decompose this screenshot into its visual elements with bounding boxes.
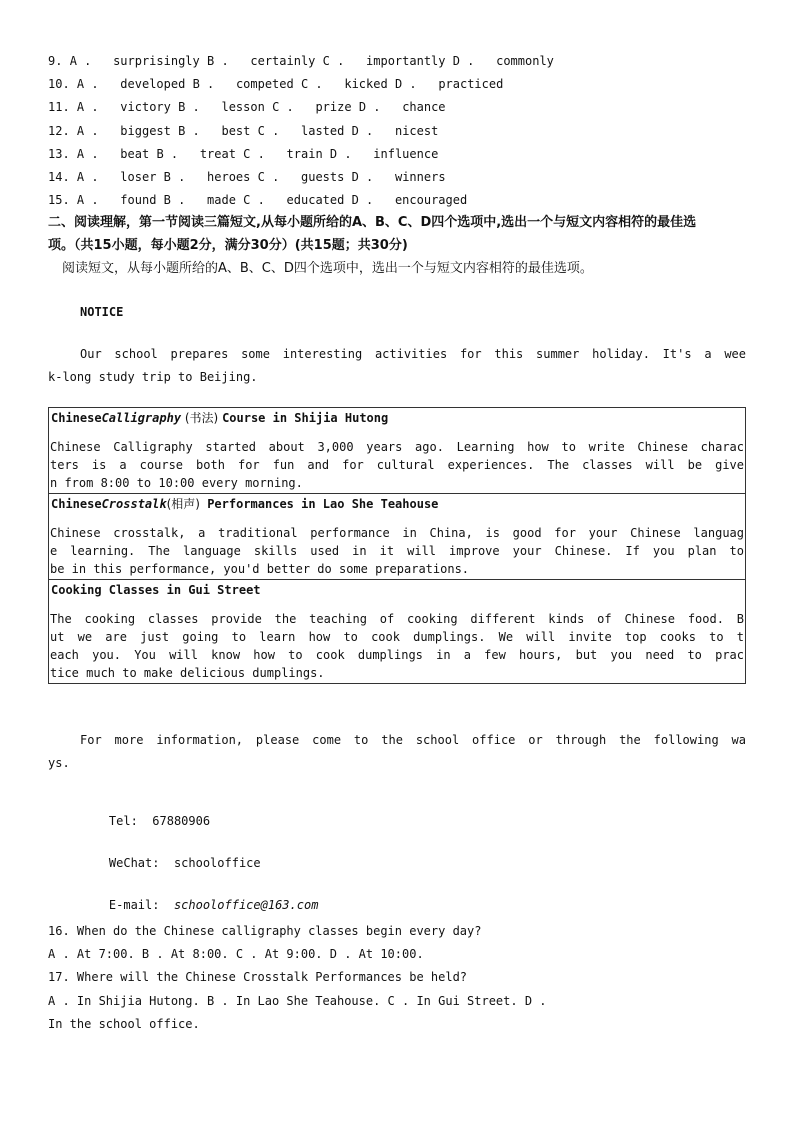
- heading-chinese: (书法): [181, 411, 223, 425]
- table-cell-heading: [49, 494, 745, 512]
- option-b-label: B .: [163, 170, 186, 184]
- heading-chinese: (相声): [166, 497, 200, 511]
- question-number: 15.: [48, 193, 70, 208]
- text-line: n from 8:00 to 10:00 every morning.: [50, 476, 303, 490]
- table-cell-crosstalk: [49, 494, 745, 580]
- option-a-text: surprisingly: [113, 54, 200, 68]
- option-d-label: D .: [351, 170, 374, 184]
- table-cell-text: [49, 512, 745, 579]
- text-line: Chinese Calligraphy started about 3,000 years ago. Learning how to write Chinese charac: [50, 440, 744, 454]
- text-line: Chinese crosstalk, a traditional performance in China, is good for your Chinese languag: [50, 526, 744, 540]
- heading-italic: Calligraphy: [101, 411, 182, 425]
- option-c-text: importantly: [366, 54, 446, 68]
- option-d-label: D .: [351, 123, 374, 138]
- question-row: [48, 146, 746, 162]
- table-cell-heading: [49, 580, 745, 598]
- notice-intro-line1: Our school prepares some interesting activities for this summer holiday. It's a wee: [80, 347, 746, 361]
- option-c-text: train: [286, 146, 323, 161]
- option-c-text: kicked: [344, 77, 388, 92]
- question-number: 11.: [48, 100, 70, 115]
- section-heading-line2: 项。（共15小题，每小题2分，满分30分）(共15题；共30分): [48, 238, 408, 253]
- option-a-label: A .: [76, 193, 99, 208]
- option-a-label: A .: [76, 77, 99, 92]
- question-number: 10.: [48, 77, 70, 92]
- option-c-label: C .: [257, 123, 280, 138]
- option-b-text: competed: [235, 77, 294, 92]
- option-b-text: certainly: [250, 54, 316, 68]
- option-c-label: C .: [300, 77, 323, 92]
- question-row: [48, 76, 746, 92]
- option-d-text: practiced: [438, 77, 504, 92]
- option-a-label: A .: [76, 100, 99, 115]
- text-line: each you. You will know how to cook dumplings in a few hours, but you need to prac: [50, 648, 744, 662]
- option-d-label: D .: [329, 146, 352, 161]
- option-a-text: biggest: [120, 123, 171, 138]
- option-b-label: B .: [207, 54, 229, 68]
- option-c-text: educated: [286, 193, 345, 208]
- option-d-label: D .: [358, 100, 381, 115]
- option-d-label: D .: [394, 77, 417, 92]
- option-c-label: C .: [272, 100, 294, 115]
- question-row: [48, 169, 746, 185]
- notice-intro-line2: k-long study trip to Beijing.: [48, 370, 258, 384]
- question-16-options: A . At 7:00. B . At 8:00. C . At 9:00. D . At 10:00.: [48, 947, 424, 961]
- question-17: 17. Where will the Chinese Crosstalk Performances be held?: [48, 970, 468, 984]
- text-line: The cooking classes provide the teaching of cooking different kinds of Chinese food. B: [50, 612, 744, 626]
- activities-table: [48, 407, 746, 684]
- text-line: ters is a course both for fun and for cultural experiences. The classes will be give: [50, 458, 744, 472]
- wechat-label: WeChat:: [108, 856, 160, 870]
- option-a-label: A .: [76, 170, 99, 184]
- question-number: 14.: [48, 170, 70, 184]
- option-b-label: B .: [156, 146, 179, 161]
- option-c-label: C .: [243, 193, 265, 208]
- heading-part: Performances in Lao She Teahouse: [199, 497, 439, 511]
- option-a-text: victory: [120, 100, 171, 115]
- table-cell-text: [49, 426, 745, 493]
- table-cell-text: [49, 598, 745, 683]
- table-cell-heading: [49, 408, 745, 426]
- notice-title: NOTICE: [80, 305, 124, 319]
- table-cell-cooking: [49, 580, 745, 683]
- section-instruction: 阅读短文，从每小题所给的A、B、C、D四个选项中，选出一个与短文内容相符的最佳选项。: [62, 261, 593, 276]
- question-16: 16. When do the Chinese calligraphy classes begin every day?: [48, 924, 482, 938]
- option-d-text: influence: [373, 146, 439, 161]
- option-b-label: B .: [178, 123, 200, 138]
- option-c-text: lasted: [301, 123, 345, 138]
- option-c-text: guests: [301, 170, 345, 184]
- wechat-value: schooloffice: [173, 856, 261, 870]
- option-c-label: C .: [257, 170, 280, 184]
- question-row: [48, 99, 746, 115]
- option-c-label: C .: [322, 54, 345, 68]
- option-d-text: encouraged: [394, 193, 468, 208]
- option-c-label: C .: [243, 146, 265, 161]
- question-number: 9.: [48, 54, 63, 68]
- option-a-label: A .: [76, 146, 99, 161]
- table-cell-calligraphy: [49, 408, 745, 494]
- text-line: be in this performance, you'd better do some preparations.: [50, 562, 470, 576]
- email-row: [80, 881, 318, 929]
- heading-italic: Crosstalk: [101, 497, 167, 511]
- option-a-text: found: [120, 193, 157, 208]
- email-value[interactable]: schooloffice@163.com: [173, 898, 319, 912]
- option-b-text: heroes: [207, 170, 251, 184]
- option-d-text: nicest: [394, 123, 439, 138]
- text-line: ut we are just going to learn how to cook dumplings. We will invite top cooks to t: [50, 630, 744, 644]
- question-number: 13.: [48, 146, 70, 161]
- info-line2: ys.: [48, 756, 70, 770]
- question-row: [48, 192, 746, 208]
- question-17-options: A . In Shijia Hutong. B . In Lao She Teahouse. C . In Gui Street. D .: [48, 994, 547, 1008]
- info-line1: For more information, please come to the school office or through the following wa: [80, 733, 746, 747]
- option-a-text: developed: [120, 77, 186, 92]
- heading-part: Chinese: [51, 497, 102, 511]
- option-b-text: treat: [199, 146, 236, 161]
- option-a-label: A .: [76, 123, 99, 138]
- tel-value: 67880906: [152, 814, 211, 828]
- text-line: e learning. The language skills used in it will improve your Chinese. If you plan to: [50, 544, 744, 558]
- text-line: tice much to make delicious dumplings.: [50, 666, 325, 680]
- email-label: E-mail:: [108, 898, 160, 912]
- heading-part: Cooking Classes in Gui Street: [51, 583, 261, 597]
- question-17-options-cont: In the school office.: [48, 1017, 200, 1031]
- option-d-label: D .: [452, 54, 475, 68]
- option-b-label: B .: [178, 100, 200, 115]
- wechat-row: [80, 839, 261, 887]
- section-heading-line1: 二、阅读理解，第一节阅读三篇短文,从每小题所给的A、B、C、D四个选项中,选出一个与短文内容相符的最佳选: [48, 215, 697, 230]
- option-b-text: made: [207, 193, 236, 208]
- option-c-text: prize: [315, 100, 352, 115]
- heading-part: Course in Shijia Hutong: [222, 411, 389, 425]
- question-row: [48, 53, 746, 69]
- option-a-text: loser: [120, 170, 157, 184]
- option-b-label: B .: [163, 193, 186, 208]
- heading-part: Chinese: [51, 411, 102, 425]
- option-d-text: commonly: [496, 54, 554, 68]
- option-b-text: best: [221, 123, 251, 138]
- option-a-text: beat: [120, 146, 150, 161]
- tel-label: Tel:: [108, 814, 138, 828]
- tel-row: [80, 797, 210, 845]
- option-b-label: B .: [192, 77, 215, 92]
- option-d-text: chance: [402, 100, 446, 115]
- question-row: [48, 123, 746, 139]
- option-d-label: D .: [351, 193, 374, 208]
- question-number: 12.: [48, 123, 70, 138]
- option-a-label: A .: [69, 54, 92, 68]
- option-b-text: lesson: [221, 100, 265, 115]
- option-d-text: winners: [394, 170, 446, 184]
